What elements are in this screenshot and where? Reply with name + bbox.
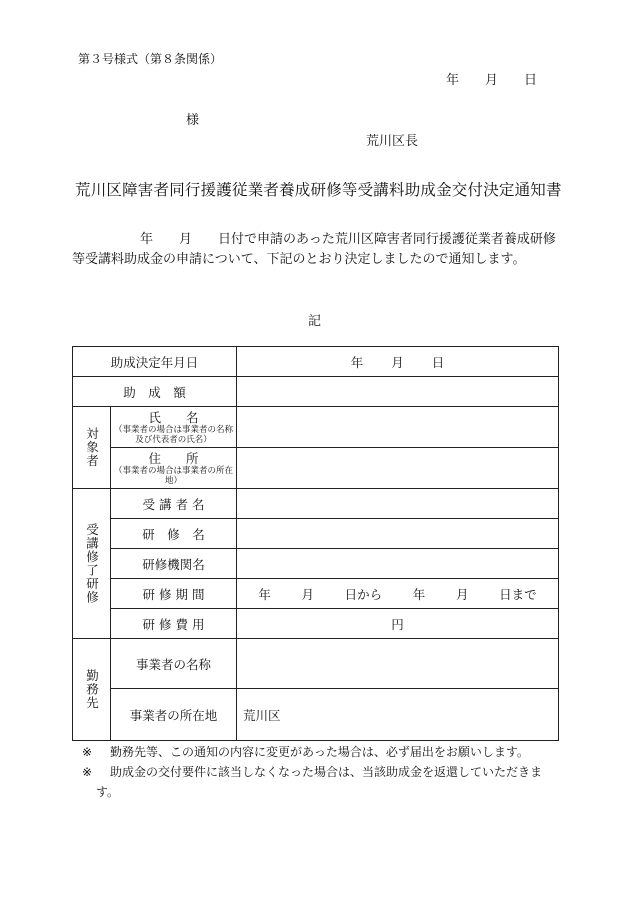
note-item: [82, 762, 562, 782]
ki-heading: 記: [308, 314, 322, 329]
issue-date-year: 年: [446, 73, 460, 88]
body-month: 月: [179, 232, 193, 247]
notes: [82, 742, 562, 802]
table-row: [73, 609, 559, 639]
table-row: [73, 489, 559, 519]
table-row: [73, 579, 559, 609]
table-row: [73, 448, 559, 489]
note-continuation: す。: [96, 785, 120, 799]
issue-date-month: 月: [485, 73, 499, 88]
institution-label: 研修機関名: [111, 549, 237, 579]
note-text: 勤務先等、この通知の内容に変更があった場合は、必ず届出をお願いします。: [110, 745, 529, 759]
course-label: 研 修 名: [111, 519, 237, 549]
course-value[interactable]: [237, 519, 559, 549]
address-note: （事業者の場合は事業者の所在地）: [114, 465, 234, 486]
decision-table: [72, 346, 559, 741]
training-group-label: 受講修了研修: [73, 489, 111, 639]
institution-value[interactable]: [237, 549, 559, 579]
employer-address-value[interactable]: 荒川区: [237, 689, 559, 741]
body-text: 日付で申請のあった荒川区障害者同行援護従業者養成研修等受講料助成金の申請について、下記のとおり決定しましたので通知します。: [72, 232, 556, 267]
period-end-month: 月: [455, 586, 469, 602]
period-label: 研 修 期 間: [111, 579, 237, 609]
addressee-suffix: 様: [186, 113, 200, 128]
fee-unit: 円: [391, 616, 404, 632]
table-row: [73, 639, 559, 689]
period-start-month: 月: [301, 586, 314, 602]
table-row: [73, 407, 559, 448]
decision-date-day: 日: [431, 354, 445, 370]
document-title: 荒川区障害者同行援護従業者養成研修等受講料助成金交付決定通知書: [75, 181, 562, 199]
work-group-label: 勤務先: [73, 639, 111, 741]
amount-label: 助 成 額: [73, 377, 237, 407]
address-label: 住 所: [148, 450, 199, 466]
employer-name-label: 事業者の名称: [111, 639, 237, 689]
period-value[interactable]: [237, 579, 559, 609]
table-row: [73, 689, 559, 741]
table-row: [73, 347, 559, 377]
period-end-day: 日まで: [499, 586, 537, 602]
name-value[interactable]: [237, 407, 559, 448]
note-mark: ※: [82, 745, 93, 759]
trainee-value[interactable]: [237, 489, 559, 519]
name-label-cell: [111, 407, 237, 448]
target-group-label: 対象者: [73, 407, 111, 489]
table-row: [73, 519, 559, 549]
note-text: 助成金の交付要件に該当しなくなった場合は、当該助成金を返還していただきま: [110, 765, 543, 779]
period-start-day: 日から: [344, 586, 383, 602]
employer-name-value[interactable]: [237, 639, 559, 689]
employer-address-label: 事業者の所在地: [111, 689, 237, 741]
note-item: [82, 742, 562, 762]
table-row: [73, 377, 559, 407]
decision-date-value: [237, 347, 559, 377]
form-number: 第３号様式（第８条関係）: [78, 52, 223, 66]
trainee-label: 受 講 者 名: [111, 489, 237, 519]
amount-value[interactable]: [237, 377, 559, 407]
address-value[interactable]: [237, 448, 559, 489]
body-paragraph: [72, 230, 558, 270]
note-mark: ※: [82, 765, 93, 779]
decision-date-month: 月: [391, 354, 404, 370]
period-start-year: 年: [258, 586, 271, 602]
table-row: [73, 549, 559, 579]
decision-date-year: 年: [350, 354, 364, 370]
fee-value[interactable]: [237, 609, 559, 639]
issue-date-day: 日: [524, 73, 538, 88]
name-label: 氏 名: [148, 409, 199, 425]
period-end-year: 年: [412, 586, 426, 602]
name-note: （事業者の場合は事業者の名称及び代表者の氏名）: [114, 424, 234, 445]
issue-date: [446, 69, 537, 88]
body-year: 年: [140, 232, 154, 247]
address-label-cell: [111, 448, 237, 489]
issuer: 荒川区長: [366, 134, 419, 149]
fee-label: 研 修 費 用: [111, 609, 237, 639]
decision-date-label: 助成決定年月日: [73, 347, 237, 377]
